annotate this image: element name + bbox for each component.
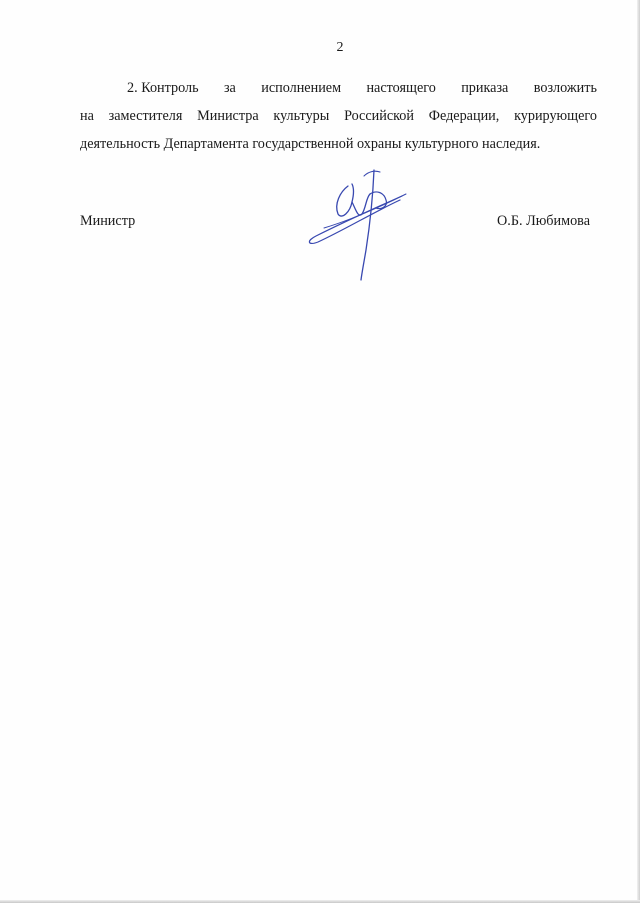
word: Федерации, [428,108,500,124]
word: курирующего [514,108,597,124]
word: настоящего [366,80,436,96]
signature-stroke [364,171,380,176]
word: возложить [533,80,597,96]
word: за [223,80,236,96]
signer-position: Министр [80,213,136,229]
word: приказа [461,80,509,96]
word: заместителя [108,108,183,124]
paragraph-line-3: деятельность Департамента государственной охраны культурного наследия. [80,136,541,152]
word: 2. Контроль [127,80,199,96]
signer-name: О.Б. Любимова [497,213,590,229]
handwritten-signature [304,164,412,284]
word: Министра [197,108,259,124]
page-number: 2 [336,40,344,55]
word: на [80,108,94,124]
signature-stroke [361,170,374,280]
paragraph-line-1 [80,74,597,102]
paragraph-2 [80,74,597,158]
paragraph-line-2 [80,102,597,130]
signature-stroke [337,184,354,216]
word: культуры [273,108,330,124]
word: Российской [344,108,414,124]
word: исполнением [261,80,342,96]
